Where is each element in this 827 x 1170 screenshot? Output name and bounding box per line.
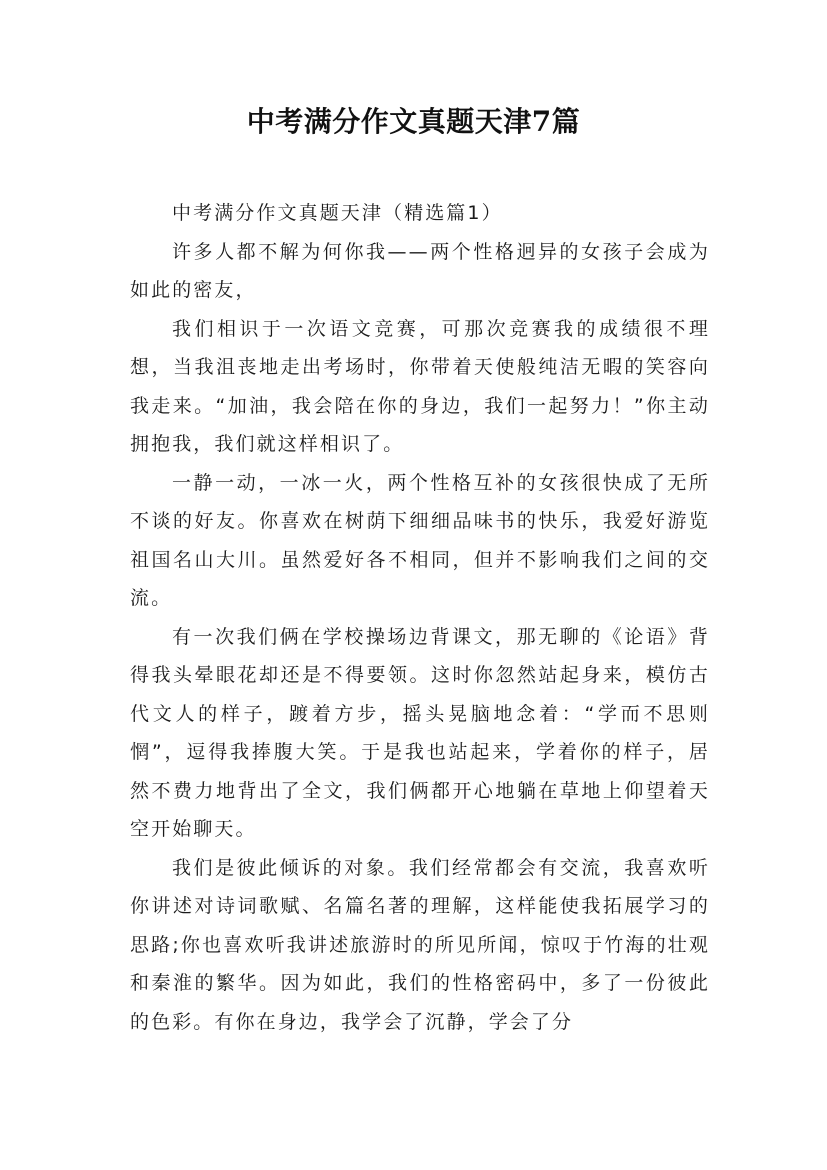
body-paragraph: 我们相识于一次语文竞赛，可那次竞赛我的成绩很不理想，当我沮丧地走出考场时，你带着天使般纯洁无暇的笑容向我走来。“加油，我会陪在你的身边，我们一起努力！”你主动拥抱我，我们就这样相识了。 bbox=[130, 317, 710, 455]
body-paragraph: 许多人都不解为何你我——两个性格迥异的女孩子会成为如此的密友， bbox=[130, 240, 710, 301]
body-paragraph: 有一次我们俩在学校操场边背课文，那无聊的《论语》背得我头晕眼花却还是不得要领。这时你忽然站起身来，模仿古代文人的样子，踱着方步，摇头晃脑地念着：“学而不思则惘”，逗得我捧腹大笑。于是我也站起来，学着你的样子，居然不费力地背出了全文，我们俩都开心地躺在草地上仰望着天空开始聊天。 bbox=[130, 625, 710, 840]
document-body bbox=[130, 194, 710, 1041]
body-paragraph: 一静一动，一冰一火，两个性格互补的女孩很快成了无所不谈的好友。你喜欢在树荫下细细品味书的快乐，我爱好游览祖国名山大川。虽然爱好各不相同，但并不影响我们之间的交流。 bbox=[130, 471, 710, 609]
document-subtitle: 中考满分作文真题天津（精选篇1） bbox=[172, 202, 503, 224]
body-paragraph: 我们是彼此倾诉的对象。我们经常都会有交流，我喜欢听你讲述对诗词歌赋、名篇名著的理解，这样能使我拓展学习的思路;你也喜欢听我讲述旅游时的所见所闻，惊叹于竹海的壮观和秦淮的繁华。因为如此，我们的性格密码中，多了一份彼此的色彩。有你在身边，我学会了沉静，学会了分 bbox=[130, 856, 710, 1033]
document-title: 中考满分作文真题天津7篇 bbox=[246, 105, 581, 138]
